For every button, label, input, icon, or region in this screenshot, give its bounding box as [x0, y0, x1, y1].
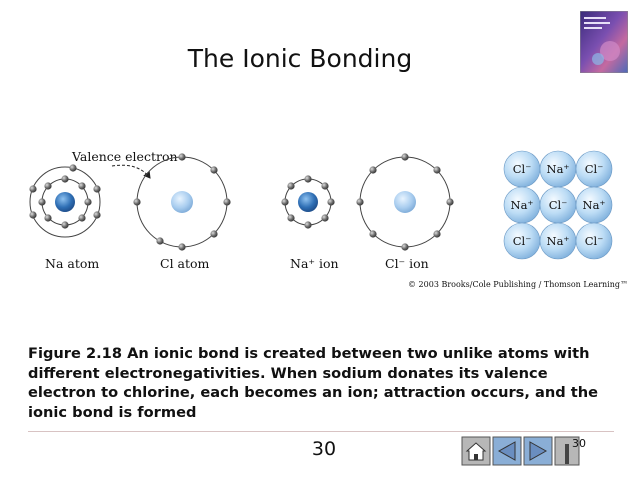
valence-electron: [69, 164, 76, 171]
lattice-ion: Cl⁻: [584, 162, 604, 176]
divider: [28, 431, 614, 432]
page-number: 30: [311, 438, 337, 460]
home-button[interactable]: [462, 437, 490, 465]
lattice-ion: Na⁺: [546, 234, 570, 248]
na-nucleus: [55, 192, 75, 212]
lattice-ion: Na⁺: [582, 198, 606, 212]
book-cover-image: [580, 11, 628, 73]
slide-navigation: [461, 436, 581, 466]
transfer-arrow: [112, 165, 150, 178]
na-ion: [281, 175, 334, 228]
na-atom: [29, 164, 100, 237]
cl-ion-nucleus: [394, 191, 416, 213]
lattice-ion: Cl⁻: [548, 198, 568, 212]
lattice-ion: Na⁺: [510, 198, 534, 212]
cl-atom: [133, 153, 230, 250]
lattice-ion: Cl⁻: [512, 162, 532, 176]
end-bar-icon: [565, 444, 569, 464]
ionic-lattice: [504, 151, 612, 259]
lattice-ion: Cl⁻: [584, 234, 604, 248]
na-atom-label: Na atom: [45, 256, 100, 271]
lattice-ion: Na⁺: [546, 162, 570, 176]
previous-slide-button[interactable]: [493, 437, 521, 465]
na-ion-label: Na⁺ ion: [290, 256, 339, 271]
copyright-note: © 2003 Brooks/Cole Publishing / Thomson Learning™: [408, 280, 628, 289]
figure-caption: Figure 2.18 An ionic bond is created between two unlike atoms with different electronegativities. When sodium donates its valence electron to chlorine, each becomes an ion; attraction occurs, and the ionic bond is formed: [28, 345, 599, 421]
cl-atom-label: Cl atom: [160, 256, 210, 271]
cl-ion-label: Cl⁻ ion: [385, 256, 429, 271]
next-slide-button[interactable]: [524, 437, 552, 465]
lattice-ion: Cl⁻: [512, 234, 532, 248]
ionic-bond-diagram: [0, 140, 638, 300]
cl-nucleus: [171, 191, 193, 213]
slide-title: The Ionic Bonding: [187, 44, 413, 73]
cl-ion: [356, 153, 453, 250]
nav-page-number: 30: [572, 437, 586, 450]
valence-electron-label: Valence electron: [72, 149, 178, 164]
na-ion-nucleus: [298, 192, 318, 212]
